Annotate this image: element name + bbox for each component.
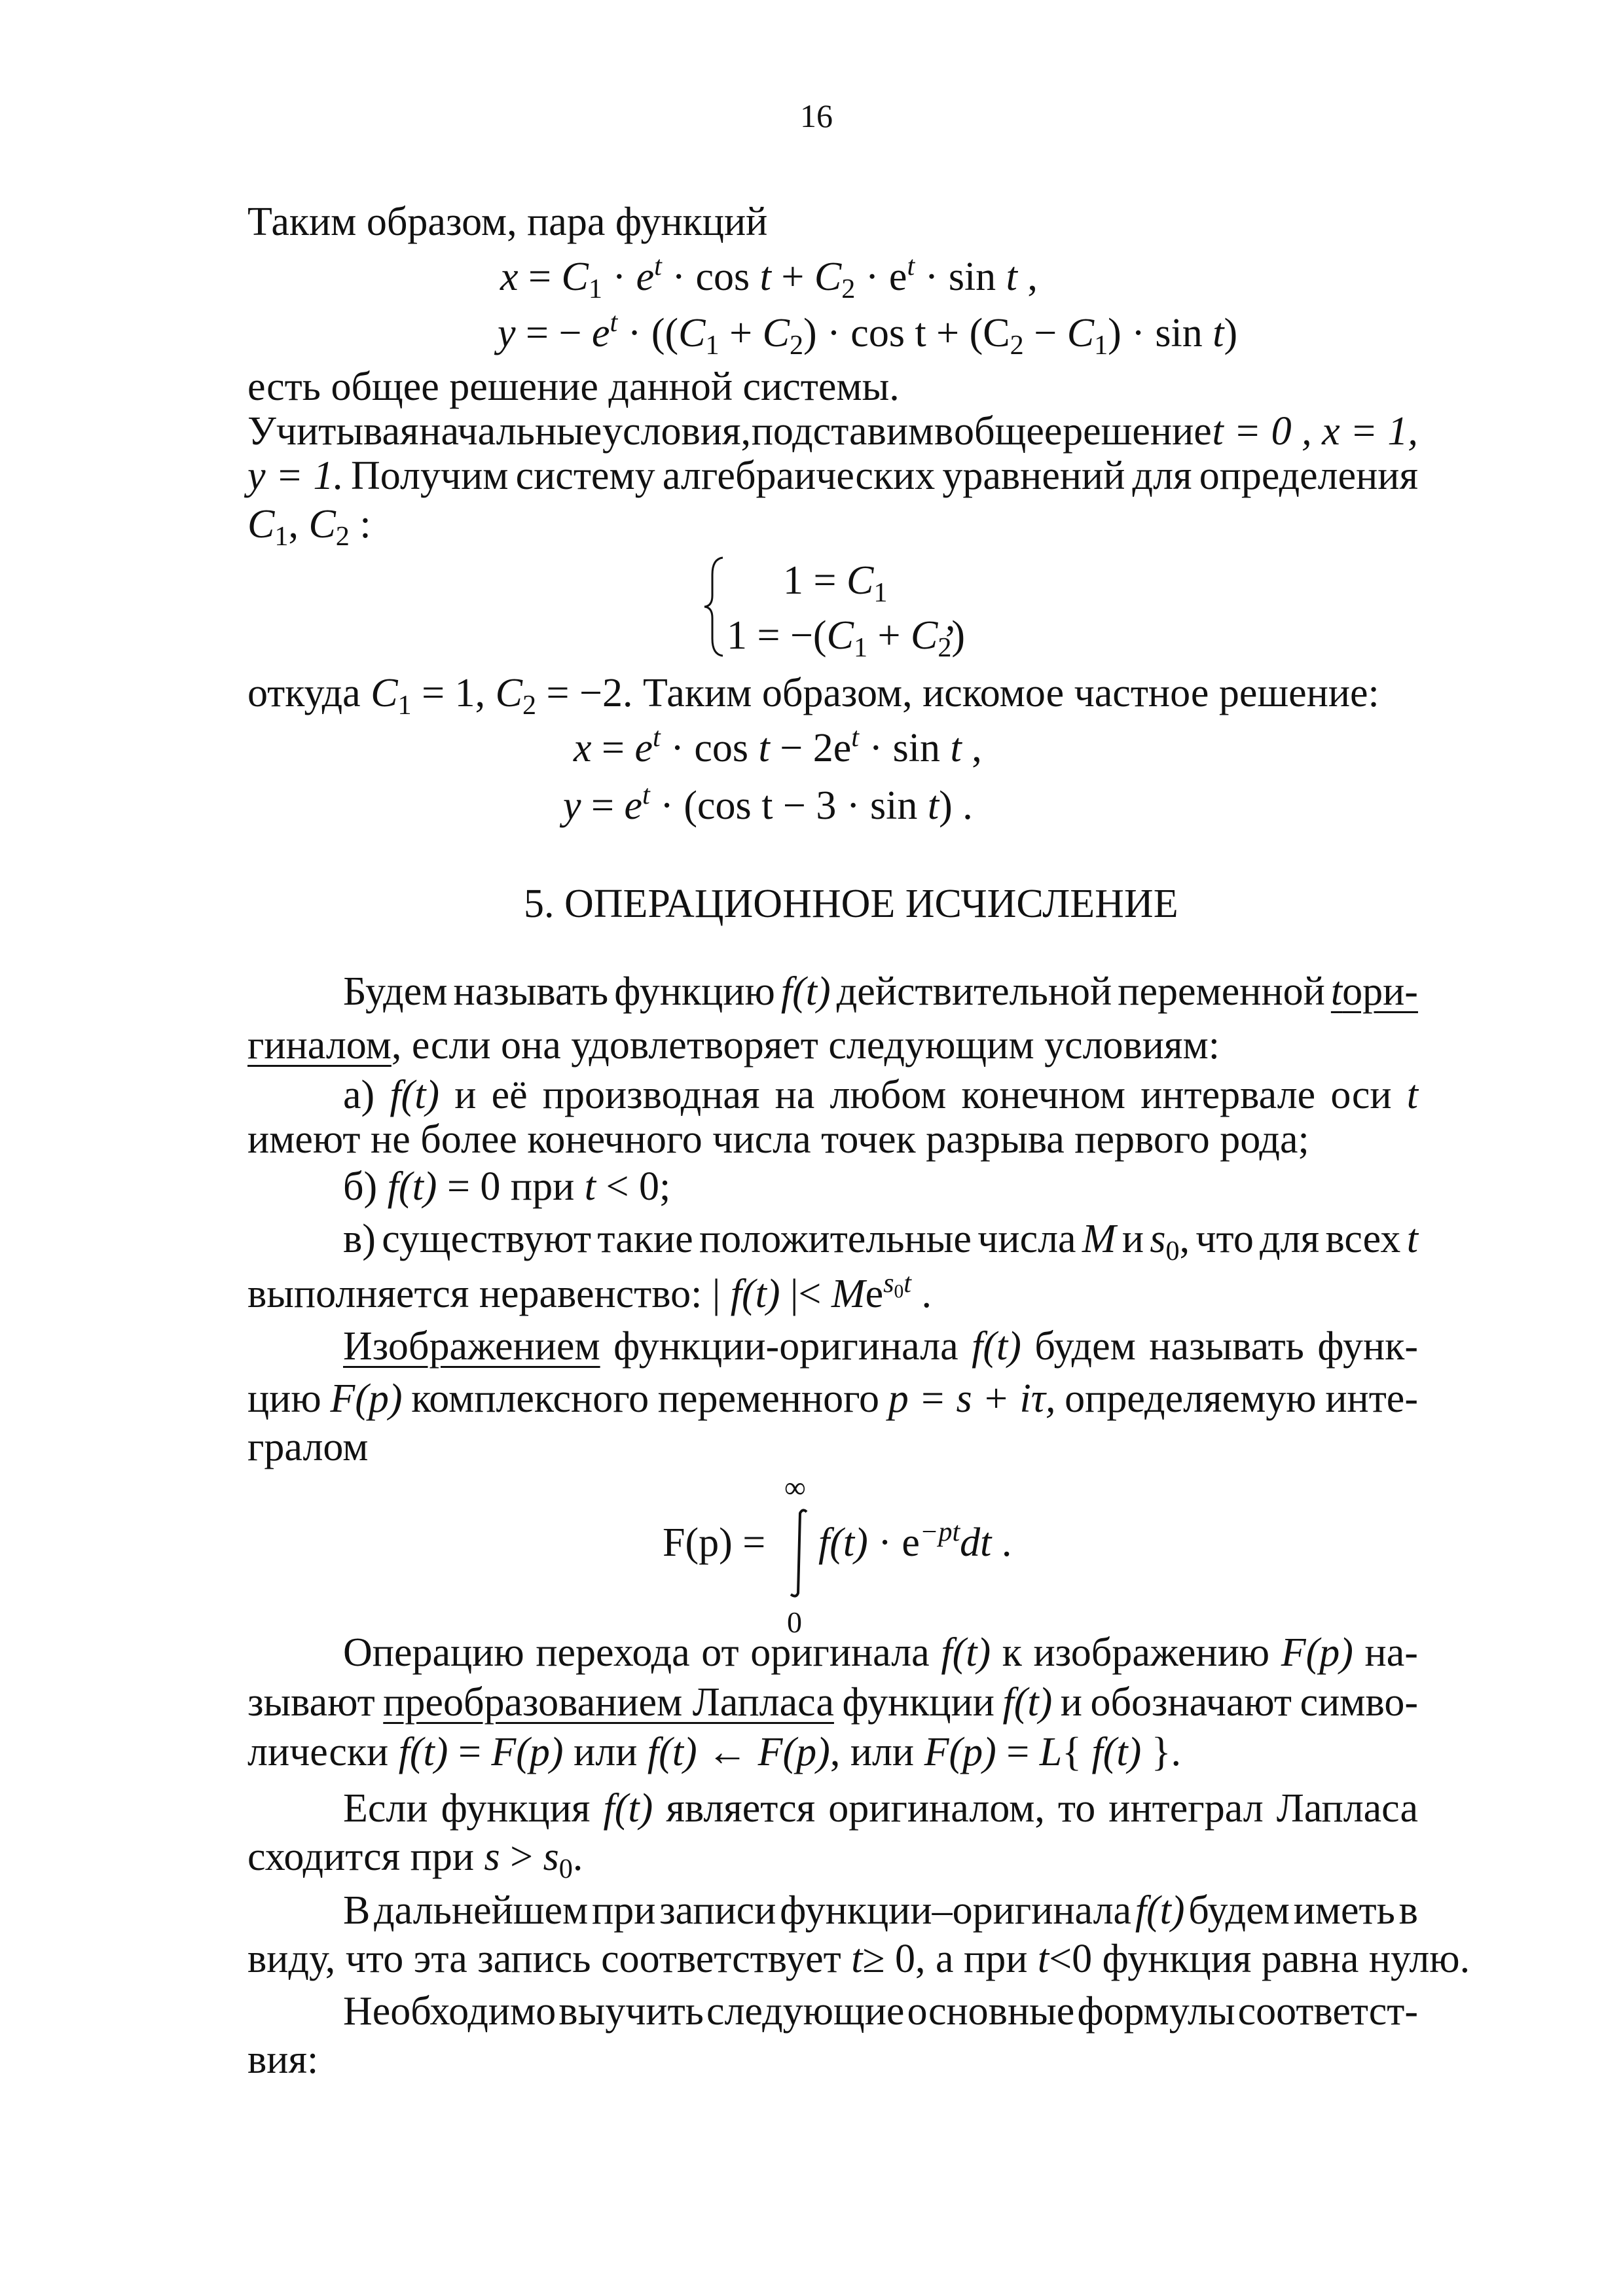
- para3-line1: Операцию перехода от оригинала f(t) к изображению F(p) на-: [343, 1630, 1418, 1675]
- para4-line1: Если функция f(t) является оригиналом, то интеграл Лапласа: [343, 1786, 1418, 1831]
- general-solution-y: y = − $e^t \cdot ((C_1 + C_2) \cdot \cos t + (C_2 - C_1) \cdot \sin t)$: [498, 306, 1238, 361]
- para2-line2: цию F(p) комплексного переменного p = s + iτ, определяемую инте-: [247, 1376, 1418, 1421]
- para3-line2: зывают преобразованием Лапласа функции f(t) и обозначают симво-: [247, 1680, 1418, 1725]
- system-equation-2: $1 = -(C_1 + C_2)$: [727, 613, 966, 663]
- term-original: гиналом: [247, 1023, 392, 1067]
- para1-line1: Будем называть функцию f(t) действительной переменной tори-: [343, 969, 1418, 1014]
- condition-a-line2: имеют не более конечного числа точек разрыва первого рода;: [247, 1117, 1309, 1162]
- para5-line1: В дальнейшем при записи функции–оригинала f(t) будем иметь в: [343, 1888, 1418, 1933]
- integral-sign: [786, 1507, 812, 1600]
- integral-body: $f(t) \cdot e^{-pt}dt$ .: [818, 1516, 1012, 1565]
- general-solution-x: $x = C_1 \cdot e^t \cdot \cos t + C_2 \cdot e^t \cdot \sin t$ ,: [500, 250, 1038, 304]
- integral-lower-limit: 0: [787, 1605, 802, 1639]
- term-image: Изображением: [343, 1324, 600, 1369]
- system-comma: ,: [945, 595, 956, 639]
- para1-line2: гиналом, если она удовлетворяет следующим условиям:: [247, 1023, 1220, 1067]
- condition-a-line1: а) f(t) и её производная на любом конечном интервале оси t: [343, 1073, 1418, 1117]
- text-general-solution: есть общее решение данной системы.: [247, 365, 900, 409]
- system-brace: [701, 555, 727, 658]
- intro-text: Таким образом, пара функций: [247, 200, 768, 244]
- integral-lhs: F(p) =: [663, 1520, 766, 1565]
- particular-solution-y: $y = e^t \cdot (\cos$ t − 3 · sin t) .: [563, 779, 973, 828]
- integral-upper-limit: ∞: [784, 1471, 806, 1504]
- system-equation-1: $1 = C_1$: [783, 558, 888, 608]
- para2-line1: Изображением функции-оригинала f(t) будем называть функ-: [343, 1324, 1418, 1369]
- term-laplace-transform: преобразованием Лапласа: [383, 1680, 834, 1725]
- text-get-system: y = 1. Получим систему алгебраических уравнений для определения: [247, 454, 1418, 498]
- para2-line3: гралом: [247, 1425, 369, 1469]
- para3-line3: лически f(t) = F(p) или f(t) ← F(p), или F(p) = L{ f(t) }.: [247, 1730, 1182, 1774]
- para6-line2: вия:: [247, 2037, 319, 2082]
- particular-solution-x: $x = e^t \cdot \cos t - 2e^t \cdot \sin t$ ,: [574, 721, 982, 770]
- section-title: 5. ОПЕРАЦИОННОЕ ИСЧИСЛЕНИЕ: [524, 882, 1178, 926]
- condition-c-line1: в) существуют такие положительные числа M и $s_0$, что для всех t: [343, 1217, 1418, 1266]
- para6-line1: Необходимо выучить следующие основные формулы соответст-: [343, 1989, 1418, 2034]
- para4-line2: сходится при $s > s_0$.: [247, 1835, 583, 1884]
- condition-b: б) f(t) = 0 при t < 0;: [343, 1164, 671, 1209]
- text-constants-values: откуда $C_1 = 1$, $C_2 = -2$. Таким образом, искомое частное решение:: [247, 671, 1379, 721]
- text-initial-conditions: Учитывая начальные условия, подставим в общее решение t = 0 , x = 1,: [247, 409, 1418, 454]
- text-constants: $C_1$, $C_2$ :: [247, 502, 371, 552]
- condition-c-line2: выполняется неравенство: | f(t) |< $Me^{s_0t}$ .: [247, 1267, 932, 1316]
- page-number: 16: [800, 98, 833, 134]
- para5-line2: виду, что эта запись соответствует t≥ 0, а при t<0 функция равна нулю.: [247, 1937, 1470, 1981]
